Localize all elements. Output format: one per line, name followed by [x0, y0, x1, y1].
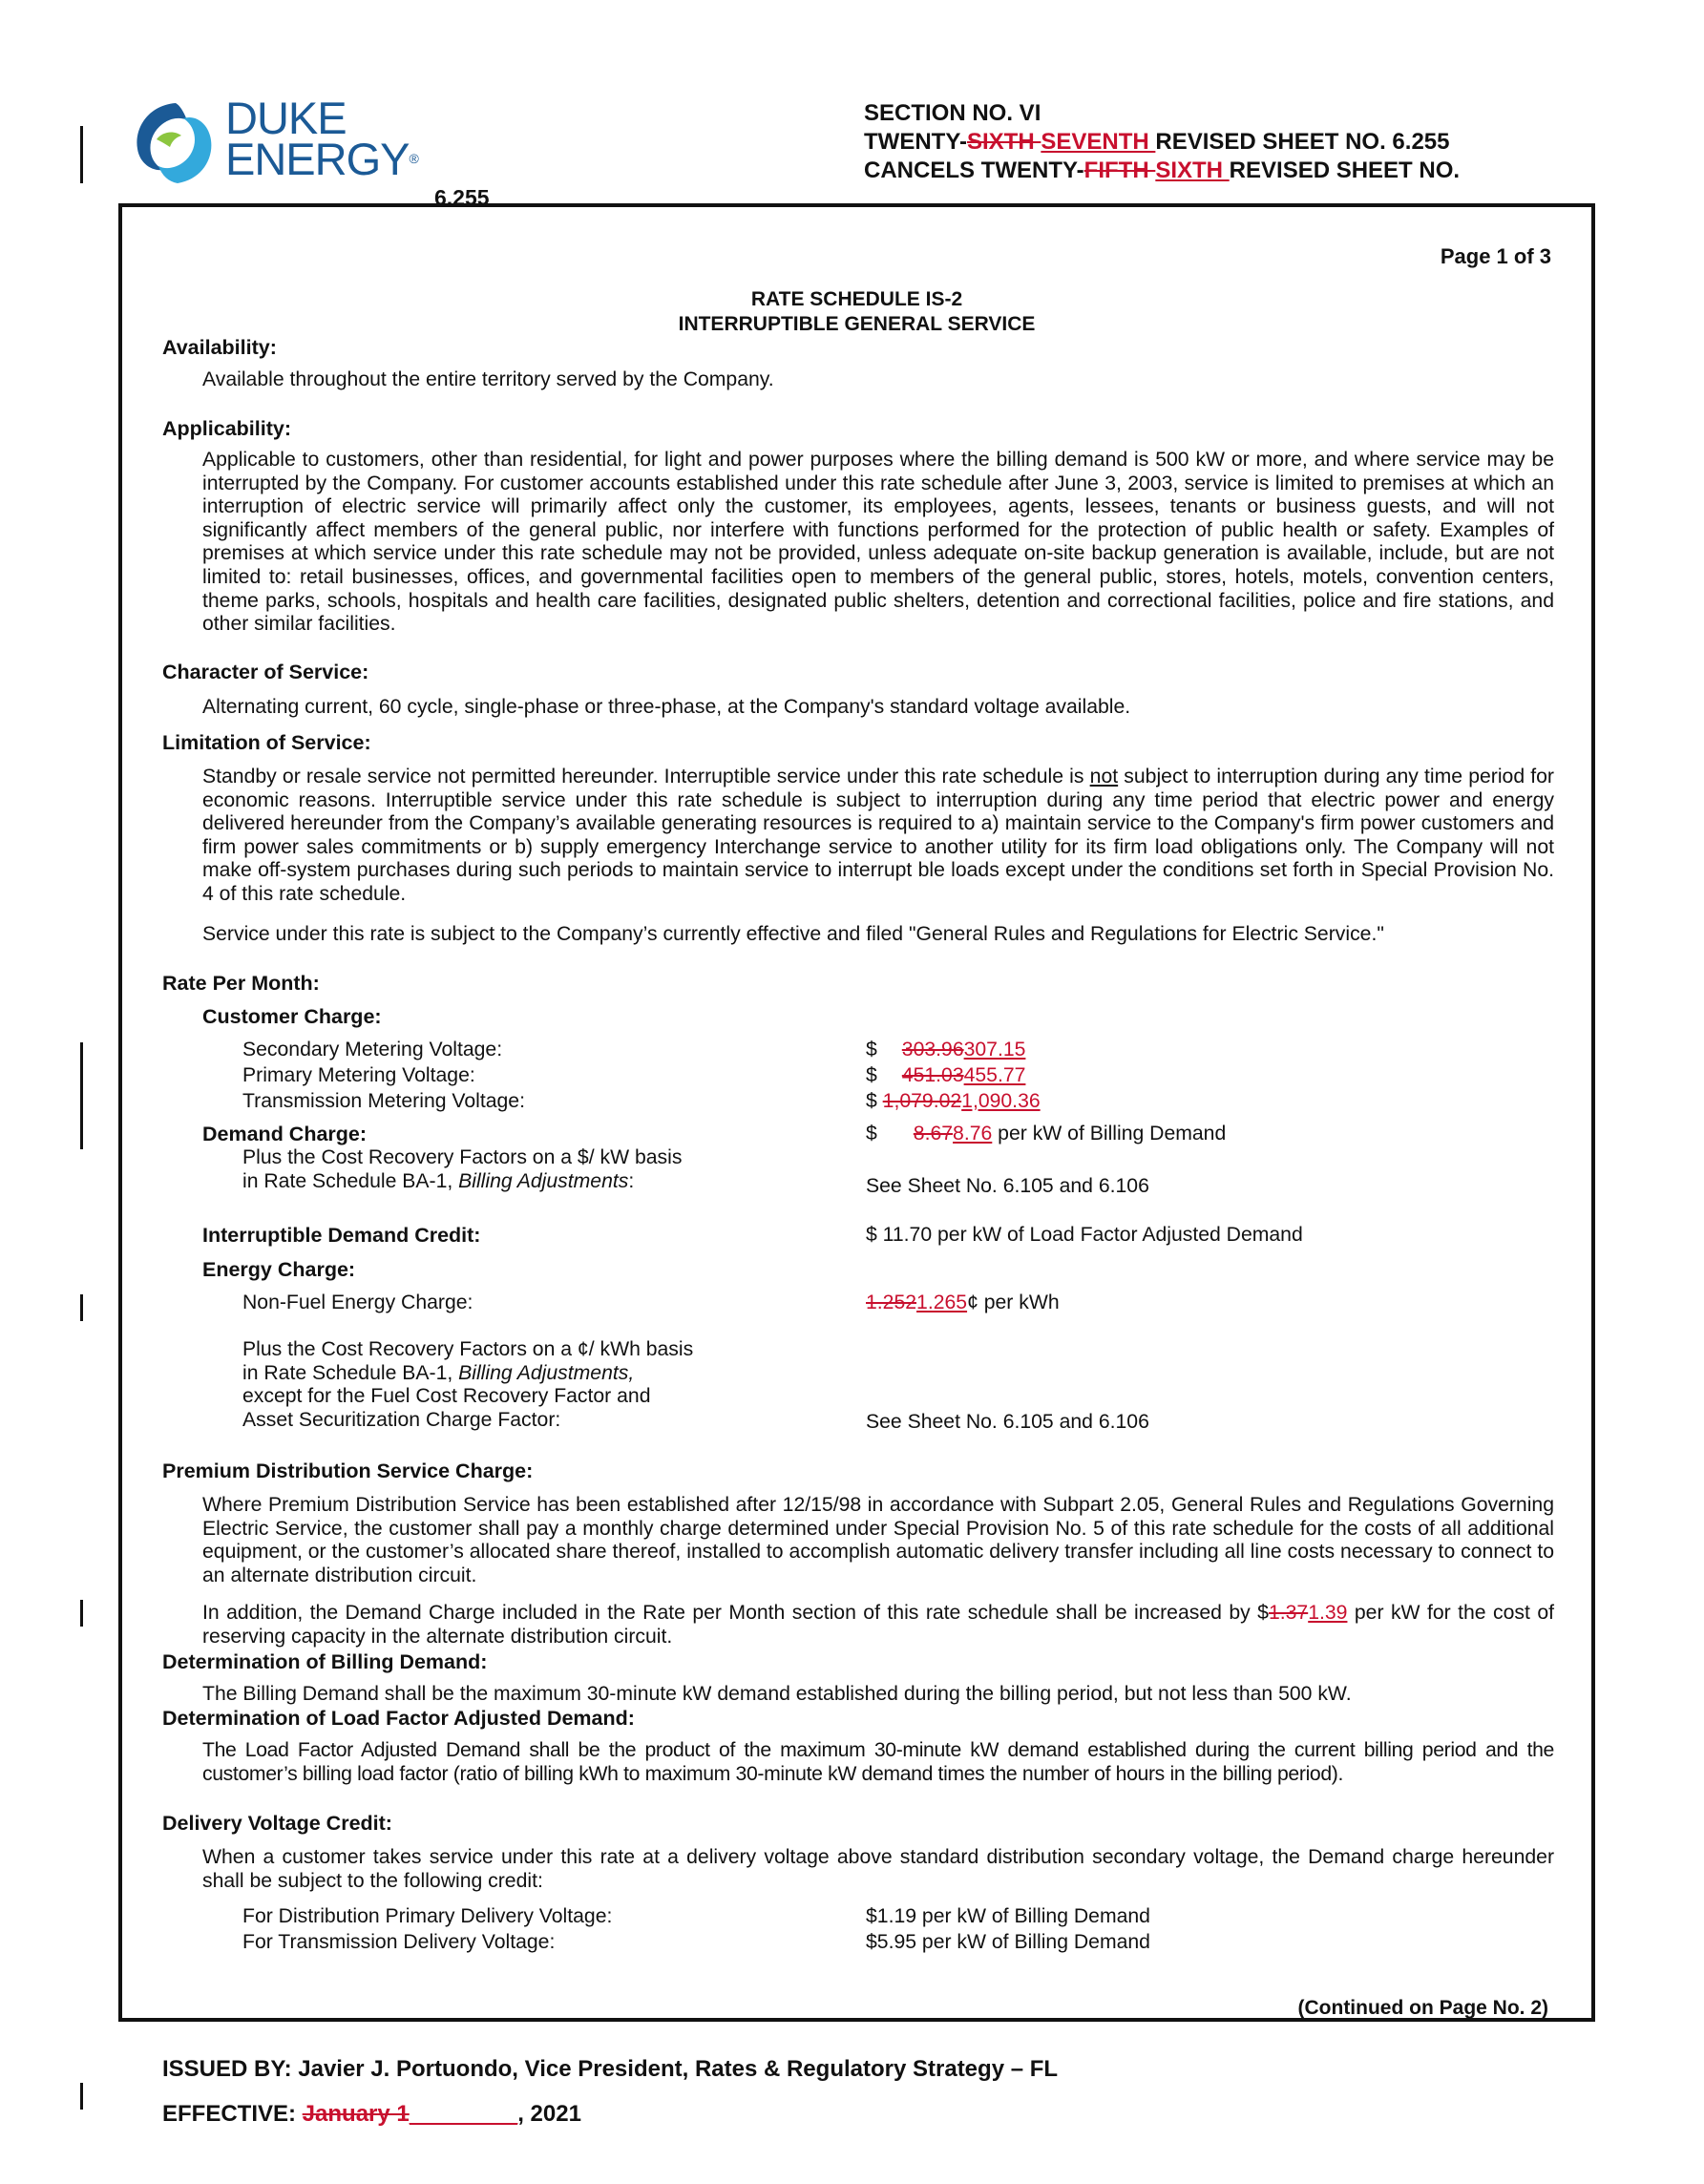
revised-sheet-line	[864, 128, 1460, 157]
effective-label: EFFECTIVE:	[162, 2101, 303, 2127]
limitation-text-a: Standby or resale service not permitted hereunder. Interruptible service under this rate schedule is	[202, 766, 1090, 788]
secondary-metering-label: Secondary Metering Voltage:	[242, 1039, 503, 1060]
crf-kw-line2	[242, 1170, 682, 1194]
limitation-text-b: subject to interruption during any time period for economic reasons. Interruptible service under this rate schedule is subject to interruption during any time period that electric power and energy delivered hereunder from the Company’s available generating resources is required to a) maintain service to the Company's firm power customers and firm power sales commitments or b) supply emergency Interchange service to another utility for its firm load obligations only. The Company will not make off-system purchases during such periods to maintain service to interrupt ble loads except under the conditions set forth in Special Provision No. 4 of this rate schedule.	[202, 766, 1554, 905]
logo-line2: ENERGY	[225, 134, 410, 184]
revised-prefix: TWENTY-	[864, 129, 967, 155]
transmission-metering-value	[866, 1090, 1041, 1113]
premium-text-2	[202, 1602, 1554, 1648]
primary-deleted: 451.03	[901, 1064, 964, 1086]
crf-kwh-line1: Plus the Cost Recovery Factors on a ¢/ kWh basis	[242, 1338, 694, 1360]
secondary-deleted: 303.96	[901, 1039, 964, 1060]
premium-heading: Premium Distribution Service Charge:	[162, 1460, 534, 1482]
change-bar	[80, 1294, 83, 1321]
cancels-deleted: FIFTH	[1083, 158, 1156, 183]
crf-kw-label	[242, 1146, 682, 1193]
issued-by: ISSUED BY: Javier J. Portuondo, Vice President, Rates & Regulatory Strategy – FL	[162, 2056, 1059, 2082]
cancels-sheet-line	[864, 157, 1460, 185]
crf-kw-line1: Plus the Cost Recovery Factors on a $/ kW basis	[242, 1146, 683, 1168]
idc-value: $ 11.70 per kW of Load Factor Adjusted Demand	[866, 1224, 1303, 1246]
premium-deleted: 1.37	[1268, 1602, 1309, 1624]
dvc-primary-value: $1.19 per kW of Billing Demand	[866, 1905, 1150, 1927]
idc-label: Interruptible Demand Credit:	[202, 1224, 481, 1247]
lfad-heading: Determination of Load Factor Adjusted Demand:	[162, 1707, 635, 1730]
sheet-header	[864, 99, 1460, 185]
applicability-heading: Applicability:	[162, 417, 291, 440]
dollar-sign: $	[866, 1064, 877, 1086]
availability-text: Available throughout the entire territory served by the Company.	[202, 368, 774, 390]
primary-inserted: 455.77	[963, 1064, 1026, 1086]
change-bar	[80, 2083, 83, 2110]
demand-deleted: 8.67	[913, 1123, 954, 1144]
limitation-text	[202, 766, 1554, 907]
energy-charge-heading: Energy Charge:	[202, 1258, 356, 1281]
continued-note: (Continued on Page No. 2)	[1297, 1997, 1548, 2019]
billing-demand-text: The Billing Demand shall be the maximum 30-minute kW demand established during the billing period, but not less than 500 kW.	[202, 1683, 1352, 1705]
lfad-text: The Load Factor Adjusted Demand shall be the product of the maximum 30-minute kW demand established during the current billing period and the customer’s billing load factor (ratio of billing kWh to maximum 30-minute kW demand times the number of hours in the billing period).	[202, 1739, 1554, 1785]
limitation-text-2: Service under this rate is subject to the Company’s currently effective and filed "General Rules and Regulations for Electric Service."	[202, 923, 1384, 945]
change-bar	[80, 126, 83, 183]
dollar-sign: $	[866, 1123, 877, 1144]
cancels-sheet-number: 6.255	[434, 185, 490, 210]
logo-reg: ®	[409, 151, 418, 166]
cancels-suffix: REVISED SHEET NO.	[1229, 158, 1461, 183]
schedule-subtitle: INTERRUPTIBLE GENERAL SERVICE	[678, 313, 1036, 335]
character-heading: Character of Service:	[162, 661, 369, 683]
revised-deleted: SIXTH	[967, 129, 1041, 155]
cancels-prefix: CANCELS TWENTY-	[864, 158, 1084, 183]
crf-kwh-line2	[242, 1362, 693, 1386]
crf-kw-value: See Sheet No. 6.105 and 6.106	[866, 1175, 1149, 1197]
primary-metering-value	[866, 1064, 1025, 1087]
demand-charge-value	[866, 1123, 1226, 1145]
crf-kwh-label	[242, 1338, 693, 1432]
character-text: Alternating current, 60 cycle, single-phase or three-phase, at the Company's standard voltage available.	[202, 696, 1131, 718]
change-bar	[80, 1042, 83, 1149]
transmission-metering-label: Transmission Metering Voltage:	[242, 1090, 525, 1112]
dvc-primary-label: For Distribution Primary Delivery Voltage:	[242, 1905, 613, 1927]
crf-kw-line2a: in Rate Schedule BA-1,	[242, 1169, 459, 1192]
logo-wordmark	[225, 93, 418, 184]
transmission-inserted: 1,090.36	[961, 1090, 1041, 1112]
premium-inserted: 1.39	[1308, 1602, 1348, 1624]
billing-demand-heading: Determination of Billing Demand:	[162, 1650, 488, 1673]
logo-line1: DUKE	[225, 93, 347, 143]
effective-deleted: January 1	[302, 2101, 410, 2127]
dvc-text: When a customer takes service under this rate at a delivery voltage above standard distribution secondary voltage, the Demand charge hereunder shall be subject to the following credit:	[202, 1846, 1554, 1892]
revised-suffix: REVISED SHEET NO. 6.255	[1155, 129, 1450, 155]
premium-text: Where Premium Distribution Service has been established after 12/15/98 in accordance with Subpart 2.05, General Rules and Regulations Governing Electric Service, the customer shall pay a monthly charge determined under Special Provision No. 5 of this rate schedule for the costs of all additional equipment, or the customer’s allocated share thereof, installed to accomplish automatic delivery transfer including all line costs necessary to connect to an alternate distribution circuit.	[202, 1494, 1554, 1586]
schedule-title: RATE SCHEDULE IS-2	[750, 288, 963, 310]
crf-kwh-value: See Sheet No. 6.105 and 6.106	[866, 1411, 1149, 1433]
nonfuel-value	[866, 1292, 1060, 1314]
cancels-inserted: SIXTH	[1155, 158, 1230, 183]
page-number: Page 1 of 3	[1440, 244, 1551, 268]
nonfuel-inserted: 1.265	[916, 1292, 968, 1313]
limitation-heading: Limitation of Service:	[162, 731, 371, 754]
demand-inserted: 8.76	[953, 1123, 993, 1144]
availability-heading: Availability:	[162, 336, 277, 359]
dvc-heading: Delivery Voltage Credit:	[162, 1812, 392, 1835]
effective-inserted: ______ __	[409, 2101, 518, 2127]
nonfuel-label: Non-Fuel Energy Charge:	[242, 1292, 473, 1313]
dollar-sign: $	[866, 1039, 877, 1060]
crf-kwh-line2b: Billing Adjustments,	[458, 1361, 635, 1384]
effective-date	[162, 2101, 581, 2128]
nonfuel-deleted: 1.252	[866, 1292, 917, 1313]
dollar-sign: $	[866, 1090, 883, 1112]
applicability-text: Applicable to customers, other than residential, for light and power purposes where the billing demand is 500 kW or more, and where service may be interrupted by the Company. For customer accounts established under this rate schedule after June 3, 2003, service is limited to premises at which an interruption of electric service will primarily affect only the customer, its employees, agents, lessees, tenants or business guests, and will not significantly affect members of the general public, nor interfere with functions performed for the protection of public health or safety. Examples of premises at which service under this rate schedule may not be provided, unless adequate on-site backup generation is available, include, but are not limited to: retail businesses, offices, and governmental facilities open to members of the general public, stores, hotels, motels, convention centers, theme parks, schools, hospitals and health care facilities, designated public shelters, detention and correctional facilities, police and fire stations, and other similar facilities.	[202, 449, 1554, 636]
crf-kwh-line4: Asset Securitization Charge Factor:	[242, 1408, 561, 1431]
customer-charge-heading: Customer Charge:	[202, 1005, 382, 1028]
logo-swirl-icon	[130, 95, 218, 191]
nonfuel-suffix: ¢ per kWh	[967, 1292, 1060, 1313]
limitation-not: not	[1089, 766, 1119, 788]
dvc-trans-value: $5.95 per kW of Billing Demand	[866, 1931, 1150, 1953]
transmission-deleted: 1,079.02	[882, 1090, 962, 1112]
premium-text2-b: per kW for the cost of reserving capacity in the alternate distribution circuit.	[202, 1602, 1554, 1648]
revised-inserted: SEVENTH	[1041, 129, 1156, 155]
section-number: SECTION NO. VI	[864, 100, 1041, 126]
demand-charge-heading: Demand Charge:	[202, 1123, 368, 1145]
crf-kwh-line2a: in Rate Schedule BA-1,	[242, 1361, 459, 1384]
demand-suffix: per kW of Billing Demand	[992, 1123, 1227, 1144]
crf-kw-line2b: Billing Adjustments	[458, 1169, 629, 1192]
crf-kwh-line3: except for the Fuel Cost Recovery Factor and	[242, 1385, 651, 1408]
duke-energy-logo	[130, 92, 416, 197]
secondary-inserted: 307.15	[963, 1039, 1026, 1060]
primary-metering-label: Primary Metering Voltage:	[242, 1064, 475, 1086]
rate-heading: Rate Per Month:	[162, 972, 320, 995]
premium-text2-a: In addition, the Demand Charge included in the Rate per Month section of this rate schedule shall be increased by $	[202, 1602, 1269, 1624]
effective-year: , 2021	[517, 2101, 581, 2127]
crf-kw-line2c: :	[628, 1169, 635, 1192]
change-bar	[80, 1600, 83, 1627]
secondary-metering-value	[866, 1039, 1025, 1061]
dvc-trans-label: For Transmission Delivery Voltage:	[242, 1931, 556, 1953]
